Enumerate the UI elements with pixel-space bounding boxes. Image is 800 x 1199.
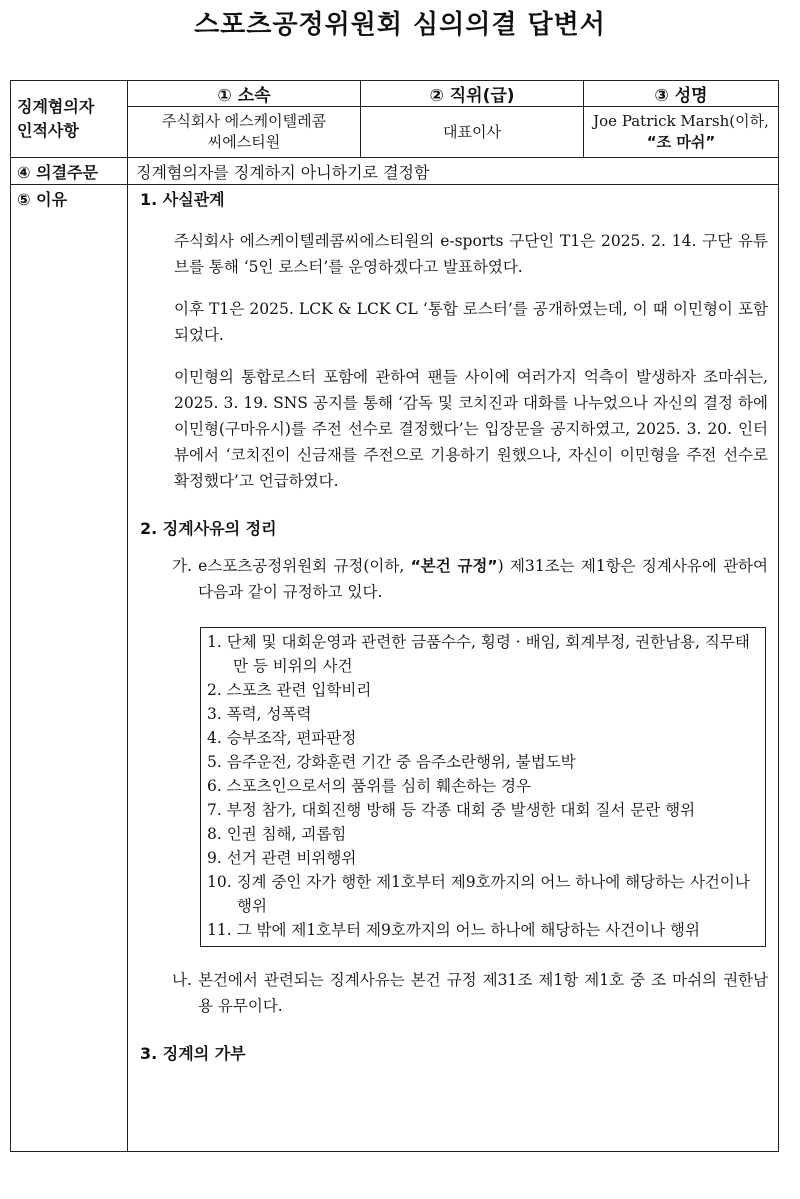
section-2-item-ga (140, 553, 768, 605)
respondent-info-label (11, 81, 128, 158)
grounds-list-item: 9. 선거 관련 비위행위 (207, 849, 357, 867)
grounds-list-item: 2. 스포츠 관련 입학비리 (207, 681, 372, 699)
order-label: ④ 의결주문 (11, 158, 128, 185)
position-header: ② 직위(급) (361, 81, 584, 107)
position-value: 대표이사 (361, 107, 584, 158)
ga-bold-term: “본건 규정” (410, 557, 498, 575)
grounds-list-item: 5. 음주운전, 강화훈련 기간 중 음주소란행위, 불법도박 (207, 753, 576, 771)
name-header: ③ 성명 (584, 81, 779, 107)
grounds-list-box (200, 627, 766, 947)
grounds-list-item: 1. 단체 및 대회운영과 관련한 금품수수, 횡령 · 배임, 회계부정, 권한남용, 직무태만 등 비위의 사건 (207, 633, 750, 675)
section-2-title: 2. 징계사유의 정리 (140, 519, 277, 538)
name-alias: “조 마쉬” (646, 133, 716, 151)
grounds-list-item: 7. 부정 참가, 대회진행 방해 등 각종 대회 중 발생한 대회 질서 문란 행위 (207, 801, 696, 819)
section-1-title: 1. 사실관계 (140, 190, 225, 209)
section-2-item-na: 나. 본건에서 관련되는 징계사유는 본건 규정 제31조 제1항 제1호 중 조 마쉬의 권한남용 유무이다. (172, 971, 768, 1015)
document-title: 스포츠공정위원회 심의의결 답변서 (194, 10, 606, 40)
grounds-list-item: 3. 폭력, 성폭력 (207, 705, 312, 723)
section-3-title: 3. 징계의 가부 (140, 1044, 246, 1063)
decision-form-table (10, 80, 779, 1152)
reason-label: ⑤ 이유 (11, 185, 128, 1152)
grounds-list-item: 10. 징계 중인 자가 행한 제1호부터 제9호까지의 어느 하나에 해당하는 사건이나 행위 (207, 873, 750, 915)
name-line1: Joe Patrick Marsh(이하, (593, 112, 769, 130)
order-text: 징계혐의자를 징계하지 아니하기로 결정함 (128, 158, 779, 185)
section-1-paragraph-2: 이후 T1은 2025. LCK & LCK CL ‘통합 로스터’를 공개하였는데, 이 때 이민형이 포함되었다. (174, 300, 768, 344)
grounds-list-item: 6. 스포츠인으로서의 품위를 심히 훼손하는 경우 (207, 777, 531, 795)
affiliation-header: ① 소속 (128, 81, 361, 107)
grounds-list-item: 11. 그 밖에 제1호부터 제9호까지의 어느 하나에 해당하는 사건이나 행위 (207, 921, 700, 939)
ga-suffix: ) 제31조는 제1항은 징계사유에 관하여 다음과 같이 규정하고 있다. (198, 557, 768, 601)
section-1-paragraph-3: 이민형의 통합로스터 포함에 관하여 팬들 사이에 여러가지 억측이 발생하자 조마쉬는, 2025. 3. 19. SNS 공지를 통해 ‘감독 및 코치진과 대화를 나누었으나 자신의 결정 하에 이민형(구마유시)를 주전 선수로 결정했다’는 입장문을 공지하였고, 2025. 3. 20. 인터뷰에서 ‘코치진이 신금재를 주전으로 기용하기 원했으나, 자신이 이민형을 주전 선수로 확정했다’고 언급하였다. (174, 368, 768, 490)
respondent-label-line2: 인적사항 (17, 121, 79, 140)
affiliation-value: 주식회사 에스케이텔레콤씨에스티원 (128, 107, 361, 158)
section-1-paragraph-1: 주식회사 에스케이텔레콤씨에스티원의 e-sports 구단인 T1은 2025. 2. 14. 구단 유튜브를 통해 ‘5인 로스터’를 운영하겠다고 발표하였다. (174, 232, 768, 276)
respondent-label-line1: 징계혐의자 (17, 97, 95, 116)
grounds-list-item: 4. 승부조작, 편파판정 (207, 729, 357, 747)
name-value (584, 107, 779, 158)
reason-body (128, 185, 779, 1152)
grounds-list-item: 8. 인권 침해, 괴롭힘 (207, 825, 347, 843)
ga-prefix: 가. e스포츠공정위원회 규정(이하, (172, 557, 411, 575)
